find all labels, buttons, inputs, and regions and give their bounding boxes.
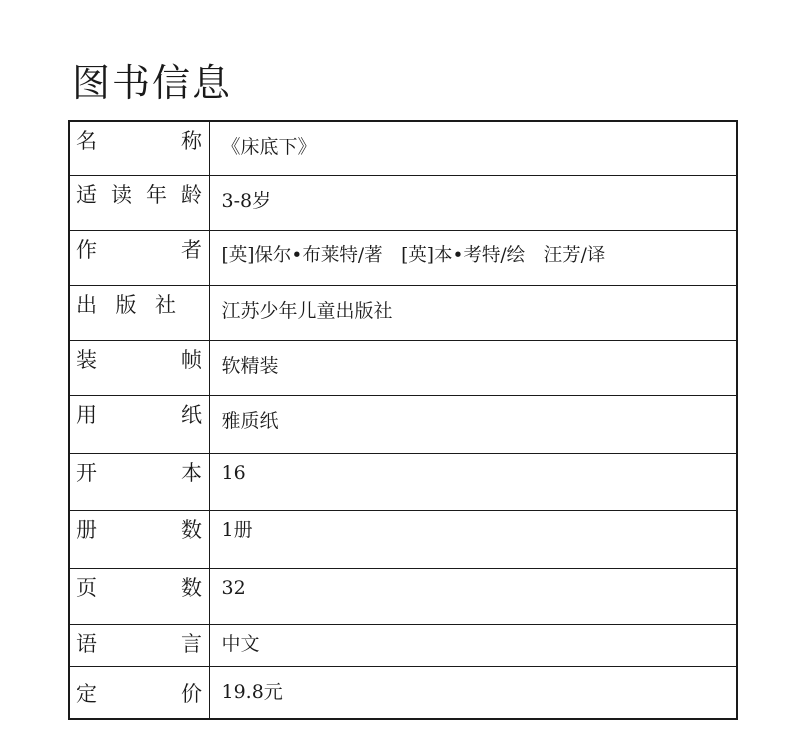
- table-row-publisher: [69, 285, 737, 340]
- table-row-binding: [69, 340, 737, 395]
- row-label-cell: [69, 568, 209, 624]
- row-label-cell: [69, 510, 209, 568]
- row-label: 册 数: [76, 517, 202, 542]
- row-label-cell: [69, 624, 209, 666]
- row-value-cell: [209, 230, 737, 285]
- row-value: 软精装: [221, 354, 279, 377]
- row-label-cell: [69, 666, 209, 719]
- table-row-volumes: [69, 510, 737, 568]
- row-label: 页 数: [76, 575, 202, 600]
- page-title: 图书信息: [72, 61, 233, 105]
- row-label: 定 价: [76, 681, 202, 706]
- row-label-cell: [69, 285, 209, 340]
- row-value: 32: [221, 576, 246, 599]
- book-info-table: [68, 120, 738, 720]
- table-row-paper: [69, 395, 737, 453]
- row-label-cell: [69, 230, 209, 285]
- table-row-age: [69, 175, 737, 230]
- row-value-cell: [209, 510, 737, 568]
- row-label: 作 者: [76, 237, 202, 262]
- row-label-cell: [69, 175, 209, 230]
- row-value-cell: [209, 175, 737, 230]
- row-value: [英]保尔•布莱特/著 [英]本•考特/绘 汪芳/译: [221, 244, 606, 266]
- row-label: 语 言: [76, 631, 202, 656]
- row-value: 16: [221, 461, 246, 484]
- table-row-format: [69, 453, 737, 510]
- row-label: 装 帧: [76, 347, 202, 372]
- row-label: 名 称: [76, 129, 202, 153]
- table-row-pages: [69, 568, 737, 624]
- table-row-name: [69, 121, 737, 175]
- row-label-cell: [69, 453, 209, 510]
- row-value: 中文: [221, 632, 260, 655]
- row-value: 雅质纸: [221, 409, 279, 432]
- row-value-cell: [209, 666, 737, 719]
- row-value: 《床底下》: [221, 136, 317, 158]
- row-value-cell: [209, 453, 737, 510]
- table-row-price: [69, 666, 737, 719]
- row-value-cell: [209, 340, 737, 395]
- row-label-cell: [69, 340, 209, 395]
- row-value-cell: [209, 121, 737, 175]
- row-value: 3-8岁: [221, 189, 272, 212]
- row-label-cell: [69, 121, 209, 175]
- row-label: 出 版 社: [76, 292, 176, 317]
- table-row-author: [69, 230, 737, 285]
- table-row-language: [69, 624, 737, 666]
- row-value: 江苏少年儿童出版社: [221, 299, 393, 322]
- row-value-cell: [209, 568, 737, 624]
- row-value: 19.8元: [221, 680, 283, 703]
- row-value-cell: [209, 395, 737, 453]
- row-label: 用 纸: [76, 402, 202, 427]
- row-label-cell: [69, 395, 209, 453]
- row-label: 开 本: [76, 460, 202, 485]
- row-value-cell: [209, 285, 737, 340]
- row-value-cell: [209, 624, 737, 666]
- row-label: 适读年龄: [76, 182, 202, 207]
- row-value: 1册: [221, 518, 253, 541]
